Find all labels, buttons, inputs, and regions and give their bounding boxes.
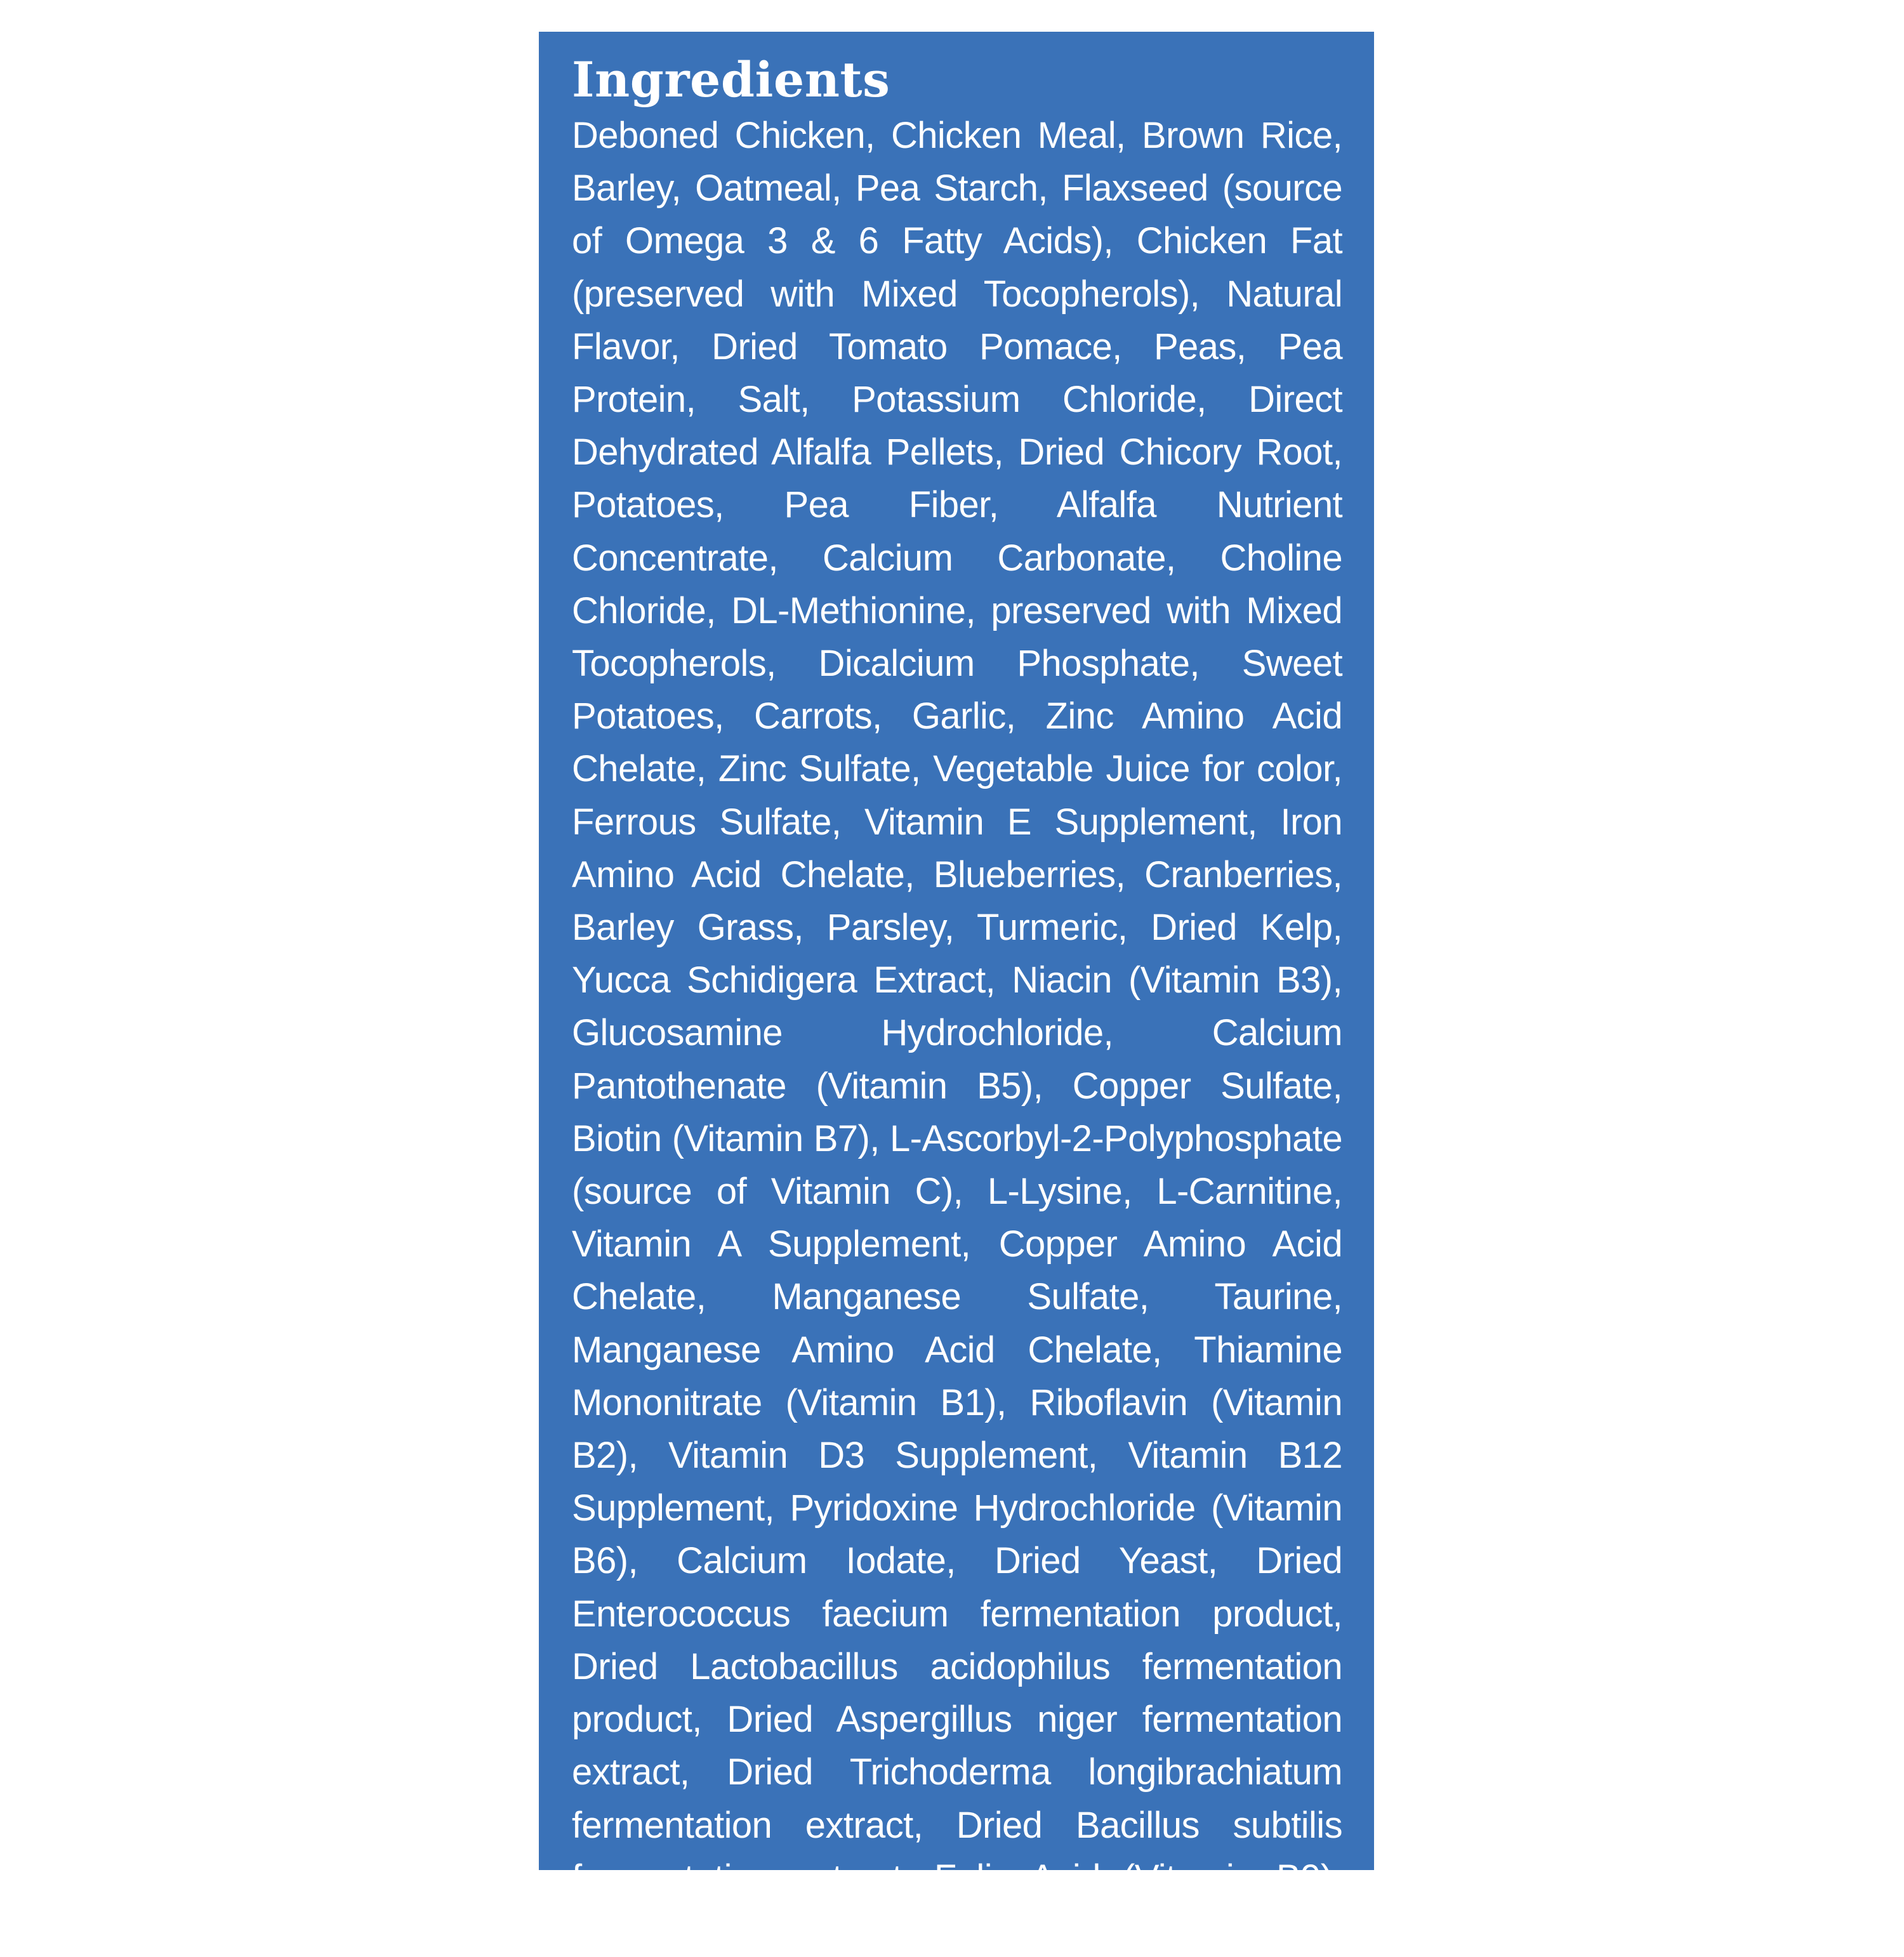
ingredients-heading: Ingredients (572, 51, 890, 108)
ingredients-panel (539, 32, 1374, 1951)
ingredients-list-text: Deboned Chicken, Chicken Meal, Brown Rice, Barley, Oatmeal, Pea Starch, Flaxseed (source of Omega 3 & 6 Fatty Acids), Chicken Fat (preserved with Mixed Tocopherols), Natural Flavor, Dried Tomato Pomace, Peas, Pea Protein, Salt, Potassium Chloride, Direct Dehydrated Alfalfa Pellets, Dried Chicory Root, Potatoes, Pea Fiber, Alfalfa Nutrient Concentrate, Calcium Carbonate, Choline Chloride, DL-Methionine, preserved with Mixed Tocopherols, Dicalcium Phosphate, Sweet Potatoes, Carrots, Garlic, Zinc Amino Acid Chelate, Zinc Sulfate, Vegetable Juice for color, Ferrous Sulfate, Vitamin E Supplement, Iron Amino Acid Chelate, Blueberries, Cranberries, Barley Grass, Parsley, Turmeric, Dried Kelp, Yucca Schidigera Extract, Niacin (Vitamin B3), Glucosamine Hydrochloride, Calcium Pantothenate (Vitamin B5), Copper Sulfate, Biotin (Vitamin B7), L-Ascorbyl-2-Polyphosphate (source of Vitamin C), L-Lysine, L-Carnitine, Vitamin A Supplement, Copper Amino Acid Chelate, Manganese Sulfate, Taurine, Manganese Amino Acid Chelate, Thiamine Mononitrate (Vitamin B1), Riboflavin (Vitamin B2), Vitamin D3 Supplement, Vitamin B12 Supplement, Pyridoxine Hydrochloride (Vitamin B6), Calcium Iodate, Dried Yeast, Dried Enterococcus faecium fermentation product, Dried Lactobacillus acidophilus fermentation product, Dried Aspergillus niger fermentation extract, Dried Trichoderma longibrachiatum fermentation extract, Dried Bacillus subtilis fermentation extract, Folic Acid (Vitamin B9), Sodium Selenite, Oil of Rosemary. (572, 115, 1342, 1951)
